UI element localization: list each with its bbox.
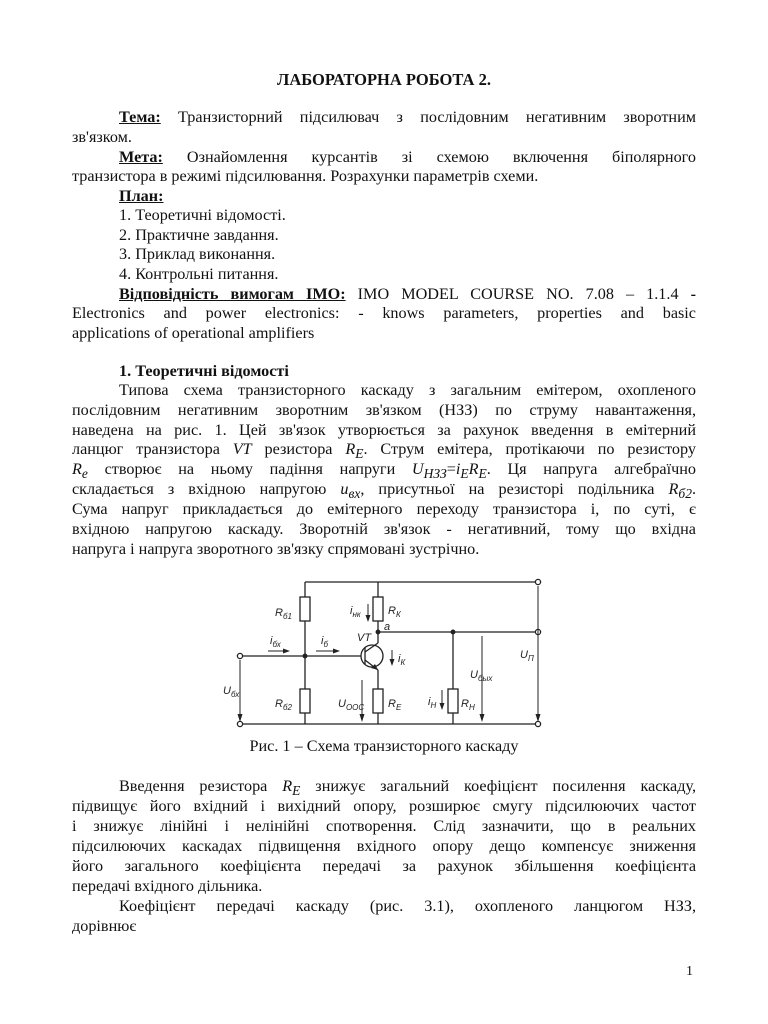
paragraph-line: передачі вхідного дільника. [72,877,263,895]
input-terminal [237,653,242,658]
page-number: 1 [686,964,693,979]
goal-line-1 [72,148,696,168]
compliance-line-3: applications of operational amplifiers [72,324,315,342]
label-ib: $i_б$ [321,635,328,649]
paragraph-line: дорівнює [72,917,137,935]
label-re: $R_Е$ [388,698,402,712]
label-ink: $i_{нк}$ [350,605,361,619]
paragraph-line: наведена на рис. 1. Цей зв'язок утворюється за рахунок введення в емітерний [72,421,696,439]
label-uooc: $U_{ООС}$ [338,698,365,712]
topic-label: Тема: [119,108,161,126]
compliance-line-2: Electronics and power electronics: - knows parameters, properties and basic [72,304,696,322]
plan-label: План: [119,187,164,205]
paragraph-line: вхідною напругою каскаду. Зворотній зв'язок - негативний, тому що вхідна [72,520,696,538]
figure-caption: Рис. 1 – Схема транзисторного каскаду [249,737,519,755]
resistor-rb2 [300,689,310,713]
paragraph-line: ланцюг транзистора VT резистора $R_E$. Струм емітера, протікаючи по резистору [72,440,696,462]
topic-text: Транзисторний підсилювач з послідовним негативним зворотним [178,108,697,126]
paragraph-line: напруга і напруга зворотного зв'язку спрямовані зустрічно. [72,540,480,558]
paragraph-line: Сума напруг прикладається до емітерного переходу транзистора і, по суті, є [72,500,696,518]
input-ground-terminal [237,721,242,726]
paragraph-line: підсилюючих каскадах підвищення вхідного опору дещо компенсує зниження [72,837,696,855]
resistor-re [373,689,383,713]
resistor-rb1 [300,597,310,621]
label-vt: VT [357,632,372,644]
goal-line-2: транзистора в режимі підсилювання. Розрахунки параметрів схеми. [72,167,539,185]
goal-label: Мета: [119,148,163,166]
compliance-course: IMO MODEL COURSE NO. 7.08 – 1.1.4 [357,285,679,303]
paragraph-line: і знижує лінійні і нелінійні спотворення. Слід зазначити, що в реальних [72,817,696,835]
label-rk: $R_К$ [388,605,401,619]
compliance-label: Відповідність вимогам ІМО: [119,285,346,303]
section-heading: 1. Теоретичні відомості [119,362,289,380]
topic-line-1 [72,108,696,128]
plan-item: 4. Контрольні питання. [119,265,279,283]
ground-terminal [535,721,540,726]
plan-item: 2. Практичне завдання. [119,226,279,244]
label-ik: $i_К$ [398,653,406,667]
plan-item: 1. Теоретичні відомості. [119,206,286,224]
label-uvx: $U_{бх}$ [223,685,240,699]
label-in: $i_Н$ [428,696,437,710]
paragraph-line: Типова схема транзисторного каскаду з загальним емітером, охопленого [119,381,696,399]
plan-item: 3. Приклад виконання. [119,245,276,263]
paragraph-line: його загального коефіцієнта передачі за рахунок збільшення коефіцієнта [72,857,696,875]
label-ivx: $i_{бх}$ [270,635,281,649]
paragraph-line: послідовним негативним зворотним зв'язком (НЗЗ) по струму навантаження, [72,401,696,419]
label-uvyx: $U_{бых}$ [470,669,493,683]
paragraph-line: Коефіцієнт передачі каскаду (рис. 3.1), охопленого ланцюгом НЗЗ, [119,897,696,915]
compliance-dash: - [690,285,696,303]
label-up: $U_П$ [520,649,534,663]
paragraph-line: підвищує його вхідний і вихідний опору, розширює смугу підсилюючих частот [72,797,696,815]
supply-terminal [535,579,540,584]
paragraph-line: Введення резистора $R_E$ знижує загальний коефіцієнт посилення каскаду, [119,777,696,799]
goal-text: Ознайомлення курсантів зі схемою включення біполярного [186,148,697,166]
topic-line-2: зв'язком. [72,128,132,146]
label-rb2: $R_{б2}$ [275,698,292,712]
label-rn: $R_Н$ [461,698,475,712]
paragraph-line: складається з вхідною напругою $u_{вх}$, присутньої на резисторі подільника $R_{б2}$. [72,480,696,502]
lab-title: ЛАБОРАТОРНА РОБОТА 2. [277,70,491,89]
paragraph-line: $R_e$ створює на ньому падіння напруги $U_{НЗЗ}=i_ER_E$. Ця напруга алгебраїчно [72,460,696,482]
label-rb1: $R_{б1}$ [275,607,292,621]
compliance-line-1 [72,285,696,305]
transistor-vt-symbol [361,645,383,667]
transistor-circuit-diagram [220,572,560,734]
resistor-rk [373,597,383,621]
resistor-rn [448,689,458,713]
label-node-a: a [384,621,391,633]
